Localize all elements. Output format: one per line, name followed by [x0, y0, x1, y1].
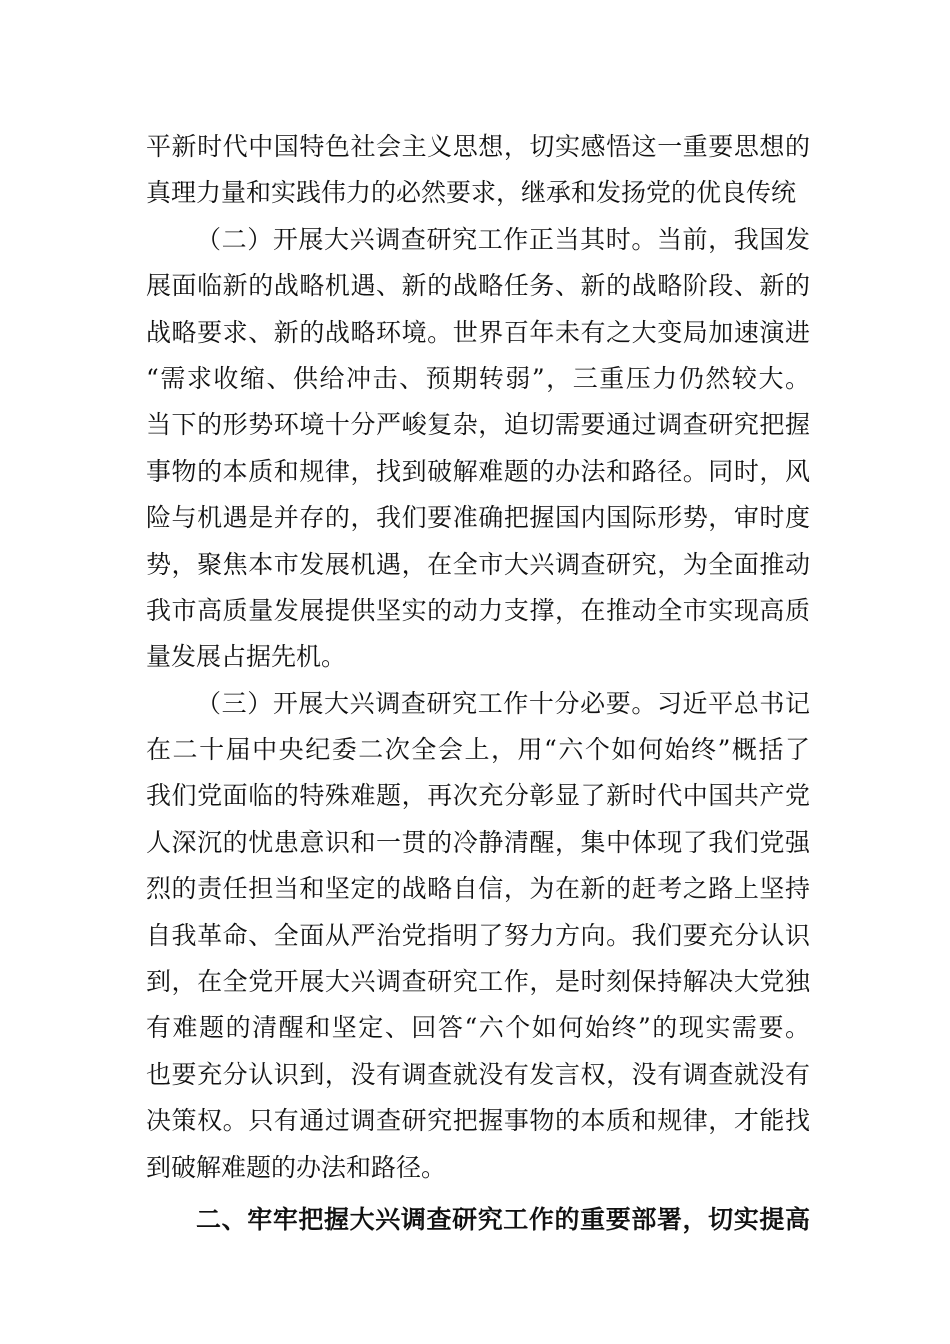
- text-line: 烈的责任担当和坚定的战略自信，为在新的赶考之路上坚持: [146, 874, 810, 904]
- text-line: 决策权。只有通过调查研究把握事物的本质和规律，才能找: [146, 1106, 810, 1136]
- text-line: 自我革命、全面从严治党指明了努力方向。我们要充分认识: [146, 920, 810, 950]
- text-line: 险与机遇是并存的，我们要准确把握国内国际形势，审时度: [146, 503, 810, 533]
- paragraph-continued: [146, 124, 810, 217]
- text-line: 当下的形势环境十分严峻复杂，迫切需要通过调查研究把握: [146, 410, 810, 440]
- text-line: 平新时代中国特色社会主义思想，切实感悟这一重要思想的: [146, 132, 810, 161]
- text-line: 人深沉的忧患意识和一贯的冷静清醒，集中体现了我们党强: [146, 827, 810, 857]
- text-line: 我们党面临的特殊难题，再次充分彰显了新时代中国共产党: [146, 781, 810, 811]
- text-line: 真理力量和实践伟力的必然要求，继承和发扬党的优良传统: [146, 178, 797, 208]
- text-line: 到破解难题的办法和路径。: [146, 1152, 447, 1182]
- text-line: （二）开展大兴调查研究工作正当其时。当前，我国发: [196, 224, 810, 254]
- text-line: 我市高质量发展提供坚实的动力支撑，在推动全市实现高质: [146, 595, 810, 625]
- text-line: 在二十届中央纪委二次全会上，用“六个如何始终”概括了: [146, 735, 810, 765]
- text-line: （三）开展大兴调查研究工作十分必要。习近平总书记: [196, 688, 810, 718]
- section-heading: 二、牢牢把握大兴调查研究工作的重要部署，切实提高: [196, 1204, 810, 1234]
- paragraph-section-3: [146, 681, 810, 1191]
- text-line: 战略要求、新的战略环境。世界百年未有之大变局加速演进: [146, 317, 810, 347]
- text-line: 到，在全党开展大兴调查研究工作，是时刻保持解决大党独: [146, 967, 810, 997]
- text-line: 量发展占据先机。: [146, 642, 347, 672]
- text-line: 展面临新的战略机遇、新的战略任务、新的战略阶段、新的: [146, 271, 810, 301]
- document-body: [146, 124, 810, 1243]
- text-line: 势，聚焦本市发展机遇，在全市大兴调查研究，为全面推动: [146, 549, 810, 579]
- paragraph-section-2: [146, 217, 810, 681]
- text-line: “需求收缩、供给冲击、预期转弱”，三重压力仍然较大。: [146, 363, 810, 393]
- text-line: 也要充分认识到，没有调查就没有发言权，没有调查就没有: [146, 1059, 810, 1089]
- text-line: 有难题的清醒和坚定、回答“六个如何始终”的现实需要。: [146, 1013, 810, 1043]
- text-line: 事物的本质和规律，找到破解难题的办法和路径。同时，风: [146, 456, 810, 486]
